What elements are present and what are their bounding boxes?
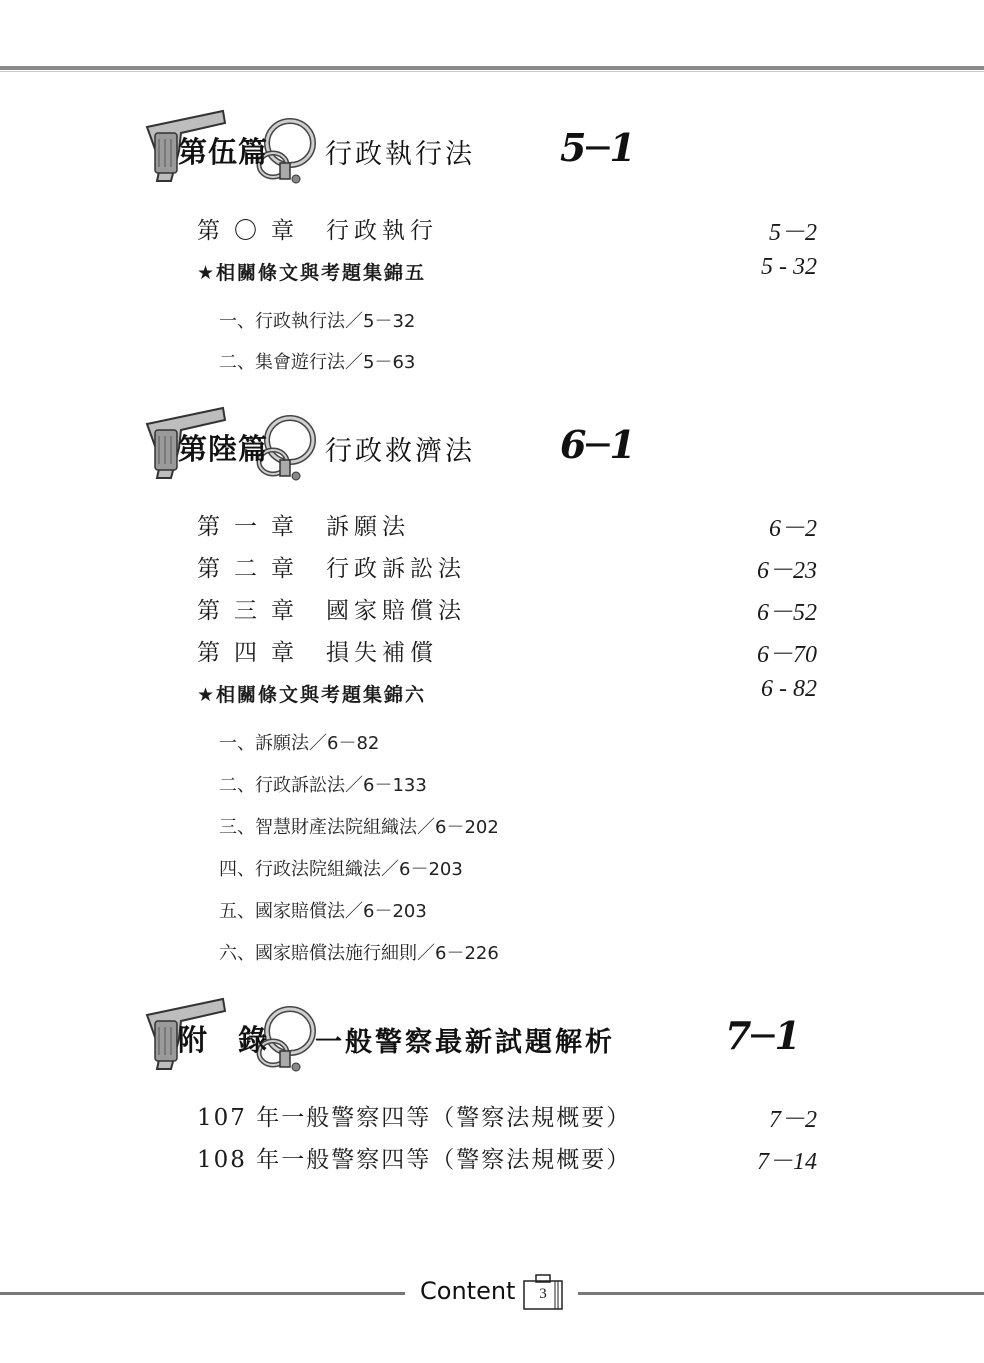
chapter-page: 6－70 bbox=[757, 642, 817, 668]
chapter-name: 行政執行 bbox=[326, 218, 438, 244]
part-label: 附 錄 bbox=[178, 1023, 269, 1057]
chapter-number: 第二章 bbox=[197, 556, 308, 582]
sub-item[interactable]: 一、訴願法／6－82 bbox=[219, 733, 380, 754]
sub-item[interactable]: 二、集會遊行法／5－63 bbox=[219, 352, 416, 373]
chapter-name: 行政訴訟法 bbox=[326, 556, 466, 582]
appendix-entry: 107 年一般警察四等（警察法規概要） bbox=[197, 1105, 632, 1131]
chapter-page: 6－23 bbox=[757, 558, 817, 584]
part-header-6 bbox=[145, 402, 845, 482]
chapter-page: 5－2 bbox=[769, 220, 817, 246]
appendix-page: 7－2 bbox=[769, 1107, 817, 1133]
sub-item[interactable]: 五、國家賠償法／6－203 bbox=[219, 901, 427, 922]
sub-item[interactable]: 三、智慧財產法院組織法／6－202 bbox=[219, 817, 499, 838]
chapter-row[interactable] bbox=[197, 634, 817, 668]
part-page: 6─1 bbox=[560, 422, 636, 467]
footer-rule-right bbox=[578, 1292, 984, 1295]
chapter-row[interactable] bbox=[197, 592, 817, 626]
collection-label: ★相關條文與考題集錦五 bbox=[197, 262, 427, 284]
part-title: 行政救濟法 bbox=[325, 436, 475, 467]
collection-page: 5 - 32 bbox=[761, 254, 817, 280]
sub-item[interactable]: 一、行政執行法／5－32 bbox=[219, 311, 416, 332]
page-number: 3 bbox=[539, 1286, 547, 1302]
chapter-page: 6－52 bbox=[757, 600, 817, 626]
chapter-row[interactable] bbox=[197, 212, 817, 246]
part-page: 5─1 bbox=[560, 125, 636, 170]
part-header-5 bbox=[145, 105, 845, 185]
chapter-name: 國家賠償法 bbox=[326, 598, 466, 624]
chapter-name: 訴願法 bbox=[326, 514, 410, 540]
chapter-row[interactable] bbox=[197, 550, 817, 584]
collection-page: 6 - 82 bbox=[761, 676, 817, 702]
chapter-name: 損失補償 bbox=[326, 640, 438, 666]
chapter-number: 第〇章 bbox=[197, 218, 308, 244]
appendix-row[interactable] bbox=[197, 1141, 817, 1175]
part-header-appendix bbox=[145, 993, 845, 1073]
collection-label: ★相關條文與考題集錦六 bbox=[197, 684, 427, 706]
appendix-row[interactable] bbox=[197, 1099, 817, 1133]
sub-item[interactable]: 四、行政法院組織法／6－203 bbox=[219, 859, 463, 880]
part-title: 行政執行法 bbox=[325, 139, 475, 170]
collection-row[interactable] bbox=[197, 254, 817, 288]
top-rule bbox=[0, 66, 984, 70]
chapter-number: 第三章 bbox=[197, 598, 308, 624]
chapter-number: 第四章 bbox=[197, 640, 308, 666]
chapter-row[interactable] bbox=[197, 508, 817, 542]
sub-item[interactable]: 六、國家賠償法施行細則／6－226 bbox=[219, 943, 499, 964]
footer-label: Content bbox=[420, 1277, 516, 1305]
chapter-number: 第一章 bbox=[197, 514, 308, 540]
chapter-page: 6－2 bbox=[769, 516, 817, 542]
part-label: 第陸篇 bbox=[178, 432, 269, 466]
footer-rule-left bbox=[0, 1292, 405, 1295]
sub-item[interactable]: 二、行政訴訟法／6－133 bbox=[219, 775, 427, 796]
appendix-page: 7－14 bbox=[757, 1149, 817, 1175]
top-rule-thin bbox=[0, 71, 984, 72]
part-title: 一般警察最新試題解析 bbox=[315, 1027, 615, 1058]
appendix-entry: 108 年一般警察四等（警察法規概要） bbox=[197, 1147, 632, 1173]
part-label: 第伍篇 bbox=[178, 135, 269, 169]
part-page: 7─1 bbox=[725, 1013, 801, 1058]
collection-row[interactable] bbox=[197, 676, 817, 710]
